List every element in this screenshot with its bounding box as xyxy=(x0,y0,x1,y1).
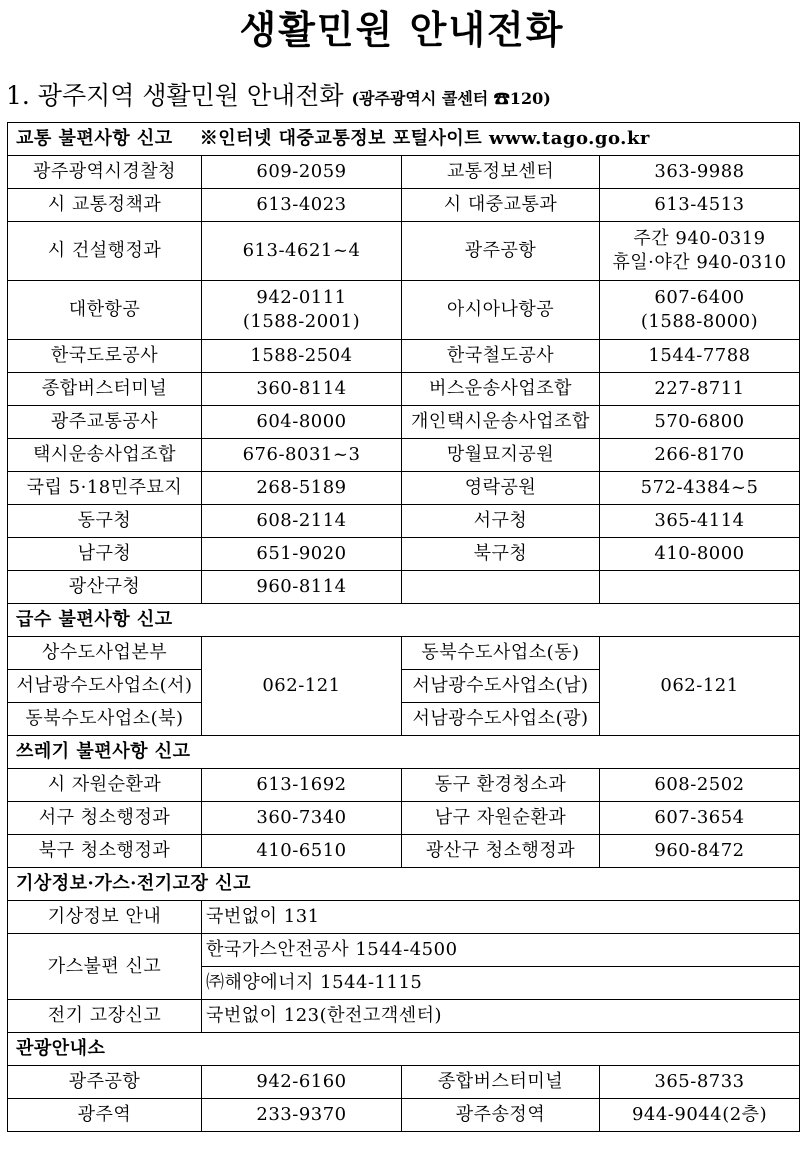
phone-number: 266-8170 xyxy=(600,439,800,472)
phone-number: 613-4023 xyxy=(202,189,402,222)
service-label: 기상정보 안내 xyxy=(8,901,202,934)
directory-table xyxy=(7,122,800,1132)
phone-number: 062-121 xyxy=(202,637,402,736)
org-name: 광주송정역 xyxy=(402,1099,600,1132)
org-name: 서구청 xyxy=(402,505,600,538)
phone-main: 607-6400 xyxy=(654,287,745,308)
section-header-row xyxy=(8,868,800,901)
table-row xyxy=(8,802,800,835)
org-name: 북구청 xyxy=(402,538,600,571)
org-name: 동북수도사업소(북) xyxy=(8,703,202,736)
org-name: 국립 5·18민주묘지 xyxy=(8,472,202,505)
phone-number: 607-3654 xyxy=(600,802,800,835)
org-name: 서남광수도사업소(광) xyxy=(402,703,600,736)
service-value: ㈜해양에너지 1544-1115 xyxy=(202,967,800,1000)
traffic-web-note: ※인터넷 대중교통정보 포털사이트 www.tago.go.kr xyxy=(199,128,650,149)
page-title: 생활민원 안내전화 xyxy=(239,8,565,52)
org-name: 교통정보센터 xyxy=(402,156,600,189)
org-name: 영락공원 xyxy=(402,472,600,505)
phone-alt: (1588-8000) xyxy=(640,311,759,332)
org-name: 광산구청 xyxy=(8,571,202,604)
org-name: 시 자원순환과 xyxy=(8,769,202,802)
org-name: 아시아나항공 xyxy=(402,281,600,340)
water-header: 급수 불편사항 신고 xyxy=(8,604,800,637)
phone-alt: (1588-2001) xyxy=(242,311,361,332)
table-row xyxy=(8,1066,800,1099)
phone-number: 613-1692 xyxy=(202,769,402,802)
org-name: 서구 청소행정과 xyxy=(8,802,202,835)
org-name: 광주공항 xyxy=(402,222,600,281)
phone-number-multi xyxy=(202,281,402,340)
phone-number: 365-8733 xyxy=(600,1066,800,1099)
service-value: 국번없이 131 xyxy=(202,901,800,934)
org-name: 동구청 xyxy=(8,505,202,538)
org-name: 대한항공 xyxy=(8,281,202,340)
phone-number: 609-2059 xyxy=(202,156,402,189)
phone-number: 608-2114 xyxy=(202,505,402,538)
empty-cell xyxy=(600,571,800,604)
phone-number: 233-9370 xyxy=(202,1099,402,1132)
phone-number: 570-6800 xyxy=(600,406,800,439)
section-header-row xyxy=(8,1033,800,1066)
section-header-row xyxy=(8,736,800,769)
phone-number: 960-8472 xyxy=(600,835,800,868)
phone-main: 942-0111 xyxy=(256,287,347,308)
org-name: 서남광수도사업소(서) xyxy=(8,670,202,703)
table-row xyxy=(8,156,800,189)
call-center-note: (광주광역시 콜센터 ☎120) xyxy=(351,89,551,108)
tourism-header: 관광안내소 xyxy=(8,1033,800,1066)
table-row xyxy=(8,538,800,571)
phone-number: 613-4621~4 xyxy=(202,222,402,281)
phone-number: 1544-7788 xyxy=(600,340,800,373)
empty-cell xyxy=(402,571,600,604)
table-row xyxy=(8,340,800,373)
service-value: 한국가스안전공사 1544-4500 xyxy=(202,934,800,967)
org-name: 시 교통정책과 xyxy=(8,189,202,222)
org-name: 망월묘지공원 xyxy=(402,439,600,472)
org-name: 개인택시운송사업조합 xyxy=(402,406,600,439)
phone-number: 944-9044(2층) xyxy=(600,1099,800,1132)
org-name: 버스운송사업조합 xyxy=(402,373,600,406)
phone-number: 268-5189 xyxy=(202,472,402,505)
org-name: 시 대중교통과 xyxy=(402,189,600,222)
service-value: 국번없이 123(한전고객센터) xyxy=(202,1000,800,1033)
phone-number: 360-8114 xyxy=(202,373,402,406)
table-row xyxy=(8,1000,800,1033)
phone-number: 613-4513 xyxy=(600,189,800,222)
table-row xyxy=(8,1099,800,1132)
org-name: 택시운송사업조합 xyxy=(8,439,202,472)
table-row xyxy=(8,189,800,222)
phone-number: 608-2502 xyxy=(600,769,800,802)
table-row xyxy=(8,901,800,934)
traffic-header-label: 교통 불편사항 신고 xyxy=(16,128,173,149)
org-name: 광주역 xyxy=(8,1099,202,1132)
phone-number: 942-6160 xyxy=(202,1066,402,1099)
table-row xyxy=(8,934,800,967)
phone-number: 062-121 xyxy=(600,637,800,736)
org-name: 한국도로공사 xyxy=(8,340,202,373)
org-name: 광주교통공사 xyxy=(8,406,202,439)
table-row xyxy=(8,505,800,538)
org-name: 동구 환경청소과 xyxy=(402,769,600,802)
section-title: 1. 광주지역 생활민원 안내전화 xyxy=(6,81,344,110)
org-name: 한국철도공사 xyxy=(402,340,600,373)
org-name: 시 건설행정과 xyxy=(8,222,202,281)
phone-number: 651-9020 xyxy=(202,538,402,571)
service-label: 전기 고장신고 xyxy=(8,1000,202,1033)
phone-night: 휴일·야간 940-0310 xyxy=(612,252,787,273)
section-header-row xyxy=(8,604,800,637)
org-name: 남구청 xyxy=(8,538,202,571)
table-row xyxy=(8,281,800,340)
phone-number-multi xyxy=(600,281,800,340)
table-row xyxy=(8,439,800,472)
org-name: 상수도사업본부 xyxy=(8,637,202,670)
table-row xyxy=(8,769,800,802)
phone-number: 572-4384~5 xyxy=(600,472,800,505)
org-name: 북구 청소행정과 xyxy=(8,835,202,868)
phone-number: 604-8000 xyxy=(202,406,402,439)
phone-number: 227-8711 xyxy=(600,373,800,406)
phone-number: 1588-2504 xyxy=(202,340,402,373)
org-name: 동북수도사업소(동) xyxy=(402,637,600,670)
phone-number: 676-8031~3 xyxy=(202,439,402,472)
org-name: 서남광수도사업소(남) xyxy=(402,670,600,703)
org-name: 광산구 청소행정과 xyxy=(402,835,600,868)
table-row xyxy=(8,222,800,281)
section-header-row xyxy=(8,123,800,156)
phone-number-multi xyxy=(600,222,800,281)
phone-number: 960-8114 xyxy=(202,571,402,604)
table-row xyxy=(8,835,800,868)
phone-number: 360-7340 xyxy=(202,802,402,835)
phone-number: 363-9988 xyxy=(600,156,800,189)
org-name: 남구 자원순환과 xyxy=(402,802,600,835)
phone-daytime: 주간 940-0319 xyxy=(633,228,766,249)
service-label: 가스불편 신고 xyxy=(8,934,202,1000)
section-heading xyxy=(6,78,551,117)
phone-number: 410-8000 xyxy=(600,538,800,571)
org-name: 종합버스터미널 xyxy=(8,373,202,406)
org-name: 광주공항 xyxy=(8,1066,202,1099)
table-row xyxy=(8,472,800,505)
table-row xyxy=(8,373,800,406)
table-row xyxy=(8,571,800,604)
utility-header: 기상정보·가스·전기고장 신고 xyxy=(8,868,800,901)
org-name: 종합버스터미널 xyxy=(402,1066,600,1099)
table-row xyxy=(8,406,800,439)
phone-number: 410-6510 xyxy=(202,835,402,868)
phone-number: 365-4114 xyxy=(600,505,800,538)
waste-header: 쓰레기 불편사항 신고 xyxy=(8,736,800,769)
table-row xyxy=(8,637,800,670)
traffic-header xyxy=(8,123,800,156)
org-name: 광주광역시경찰청 xyxy=(8,156,202,189)
